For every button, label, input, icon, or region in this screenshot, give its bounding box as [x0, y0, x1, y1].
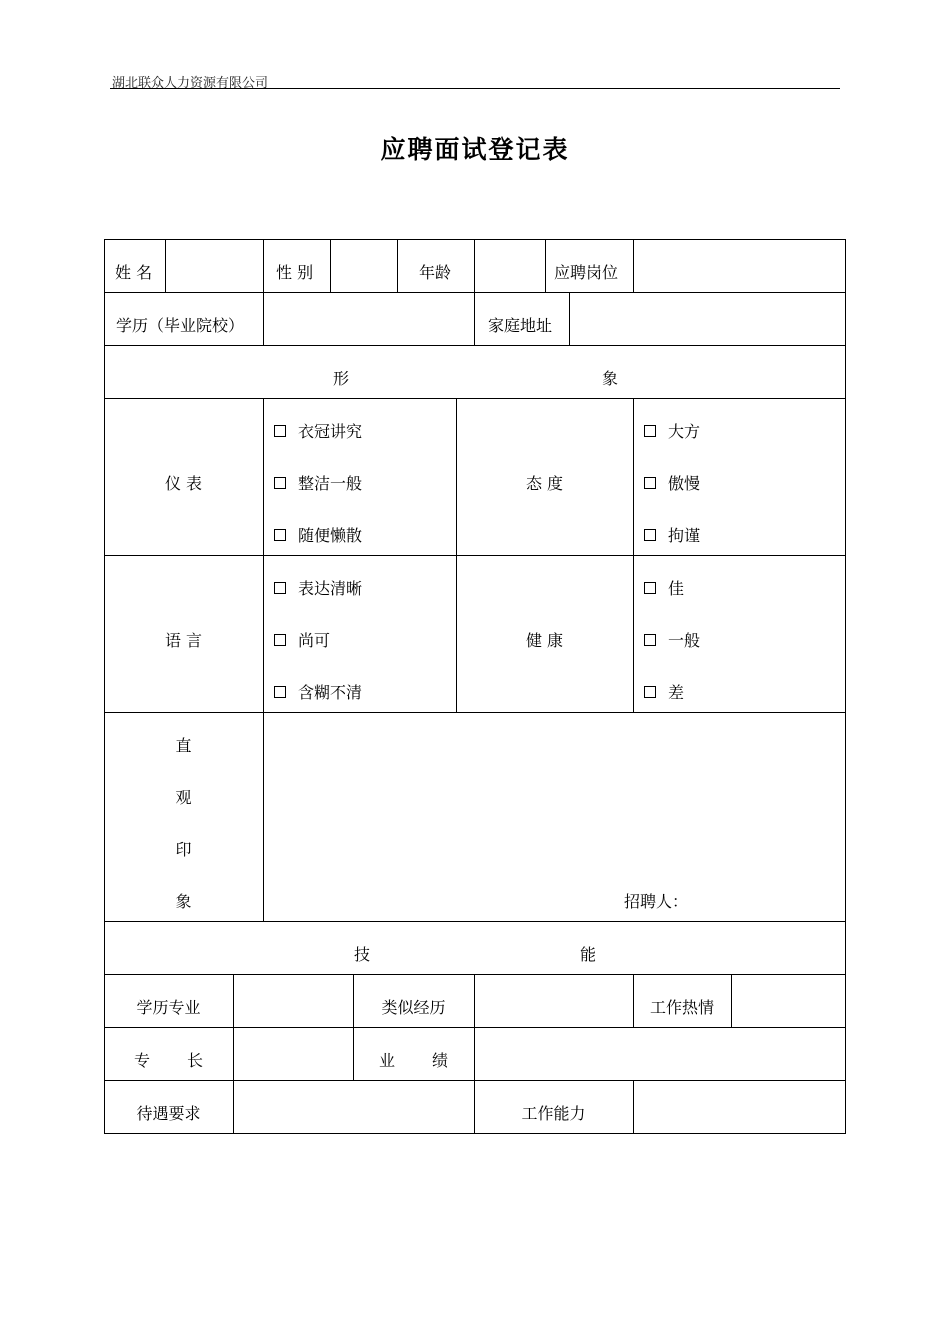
major-label: 学历专业: [136, 998, 201, 1017]
specialty-label: 专 长: [133, 1051, 204, 1070]
enthusiasm-label: 工作热情: [649, 998, 714, 1017]
impression-char: 观: [175, 788, 192, 807]
table-line: [233, 1080, 234, 1133]
table-line: [104, 1080, 846, 1081]
table-line: [233, 1027, 234, 1080]
checkbox-icon[interactable]: [644, 686, 656, 698]
company-header: 湖北联众人力资源有限公司: [112, 76, 269, 91]
table-line: [263, 239, 264, 292]
ability-label: 工作能力: [521, 1104, 586, 1123]
impression-char: 印: [175, 840, 192, 859]
table-line: [263, 398, 264, 712]
section-image-left: 形: [333, 369, 350, 388]
table-line: [474, 292, 475, 345]
table-line: [845, 239, 846, 1133]
appearance-option[interactable]: 衣冠讲究: [274, 422, 362, 442]
checkbox-icon[interactable]: [274, 425, 286, 437]
language-label: 语 言: [164, 631, 203, 650]
table-line: [104, 712, 846, 713]
checkbox-icon[interactable]: [274, 686, 286, 698]
impression-char: 象: [175, 892, 192, 911]
table-line: [545, 239, 546, 292]
appearance-label: 仪 表: [164, 474, 203, 493]
table-line: [263, 712, 264, 921]
position-label: 应聘岗位: [554, 263, 619, 282]
attitude-option[interactable]: 拘谨: [644, 526, 700, 546]
table-line: [474, 974, 475, 1027]
form-title: 应聘面试登记表: [380, 135, 570, 164]
table-line: [165, 239, 166, 292]
health-option[interactable]: 佳: [644, 579, 684, 599]
table-line: [263, 292, 264, 345]
table-line: [474, 1027, 475, 1080]
education-label: 学历（毕业院校）: [116, 316, 245, 335]
appearance-option[interactable]: 随便懒散: [274, 526, 362, 546]
checkbox-icon[interactable]: [274, 634, 286, 646]
table-line: [474, 239, 475, 292]
checkbox-icon[interactable]: [644, 529, 656, 541]
attitude-option[interactable]: 大方: [644, 422, 700, 442]
language-option[interactable]: 表达清晰: [274, 579, 362, 599]
table-line: [104, 974, 846, 975]
table-line: [233, 974, 234, 1027]
table-line: [104, 1133, 846, 1134]
checkbox-icon[interactable]: [644, 582, 656, 594]
table-line: [104, 398, 846, 399]
table-line: [569, 292, 570, 345]
table-line: [731, 974, 732, 1027]
table-line: [104, 239, 846, 240]
gender-label: 性 别: [276, 263, 314, 282]
appearance-option[interactable]: 整洁一般: [274, 474, 362, 494]
checkbox-icon[interactable]: [274, 477, 286, 489]
name-label: 姓 名: [115, 263, 153, 282]
attitude-option[interactable]: 傲慢: [644, 474, 700, 494]
table-line: [633, 1080, 634, 1133]
checkbox-icon[interactable]: [644, 634, 656, 646]
section-image-right: 象: [602, 369, 619, 388]
table-line: [633, 398, 634, 712]
language-option[interactable]: 含糊不清: [274, 683, 362, 703]
section-skill-left: 技: [354, 945, 371, 964]
age-label: 年龄: [419, 263, 452, 282]
address-label: 家庭地址: [488, 316, 553, 335]
table-line: [104, 555, 846, 556]
health-option[interactable]: 一般: [644, 631, 700, 651]
impression-char: 直: [175, 736, 192, 755]
table-line: [104, 921, 846, 922]
health-label: 健 康: [525, 631, 564, 650]
table-line: [104, 345, 846, 346]
section-skill-right: 能: [580, 945, 597, 964]
language-option[interactable]: 尚可: [274, 631, 330, 651]
checkbox-icon[interactable]: [644, 425, 656, 437]
table-line: [456, 398, 457, 712]
table-line: [397, 239, 398, 292]
table-line: [633, 239, 634, 292]
table-line: [330, 239, 331, 292]
performance-label: 业 绩: [378, 1051, 449, 1070]
recruiter-label: 招聘人：: [624, 892, 689, 911]
checkbox-icon[interactable]: [274, 582, 286, 594]
checkbox-icon[interactable]: [274, 529, 286, 541]
health-option[interactable]: 差: [644, 683, 684, 703]
salary-label: 待遇要求: [136, 1104, 201, 1123]
attitude-label: 态 度: [525, 474, 564, 493]
checkbox-icon[interactable]: [644, 477, 656, 489]
table-line: [104, 292, 846, 293]
experience-label: 类似经历: [381, 998, 446, 1017]
table-line: [104, 1027, 846, 1028]
